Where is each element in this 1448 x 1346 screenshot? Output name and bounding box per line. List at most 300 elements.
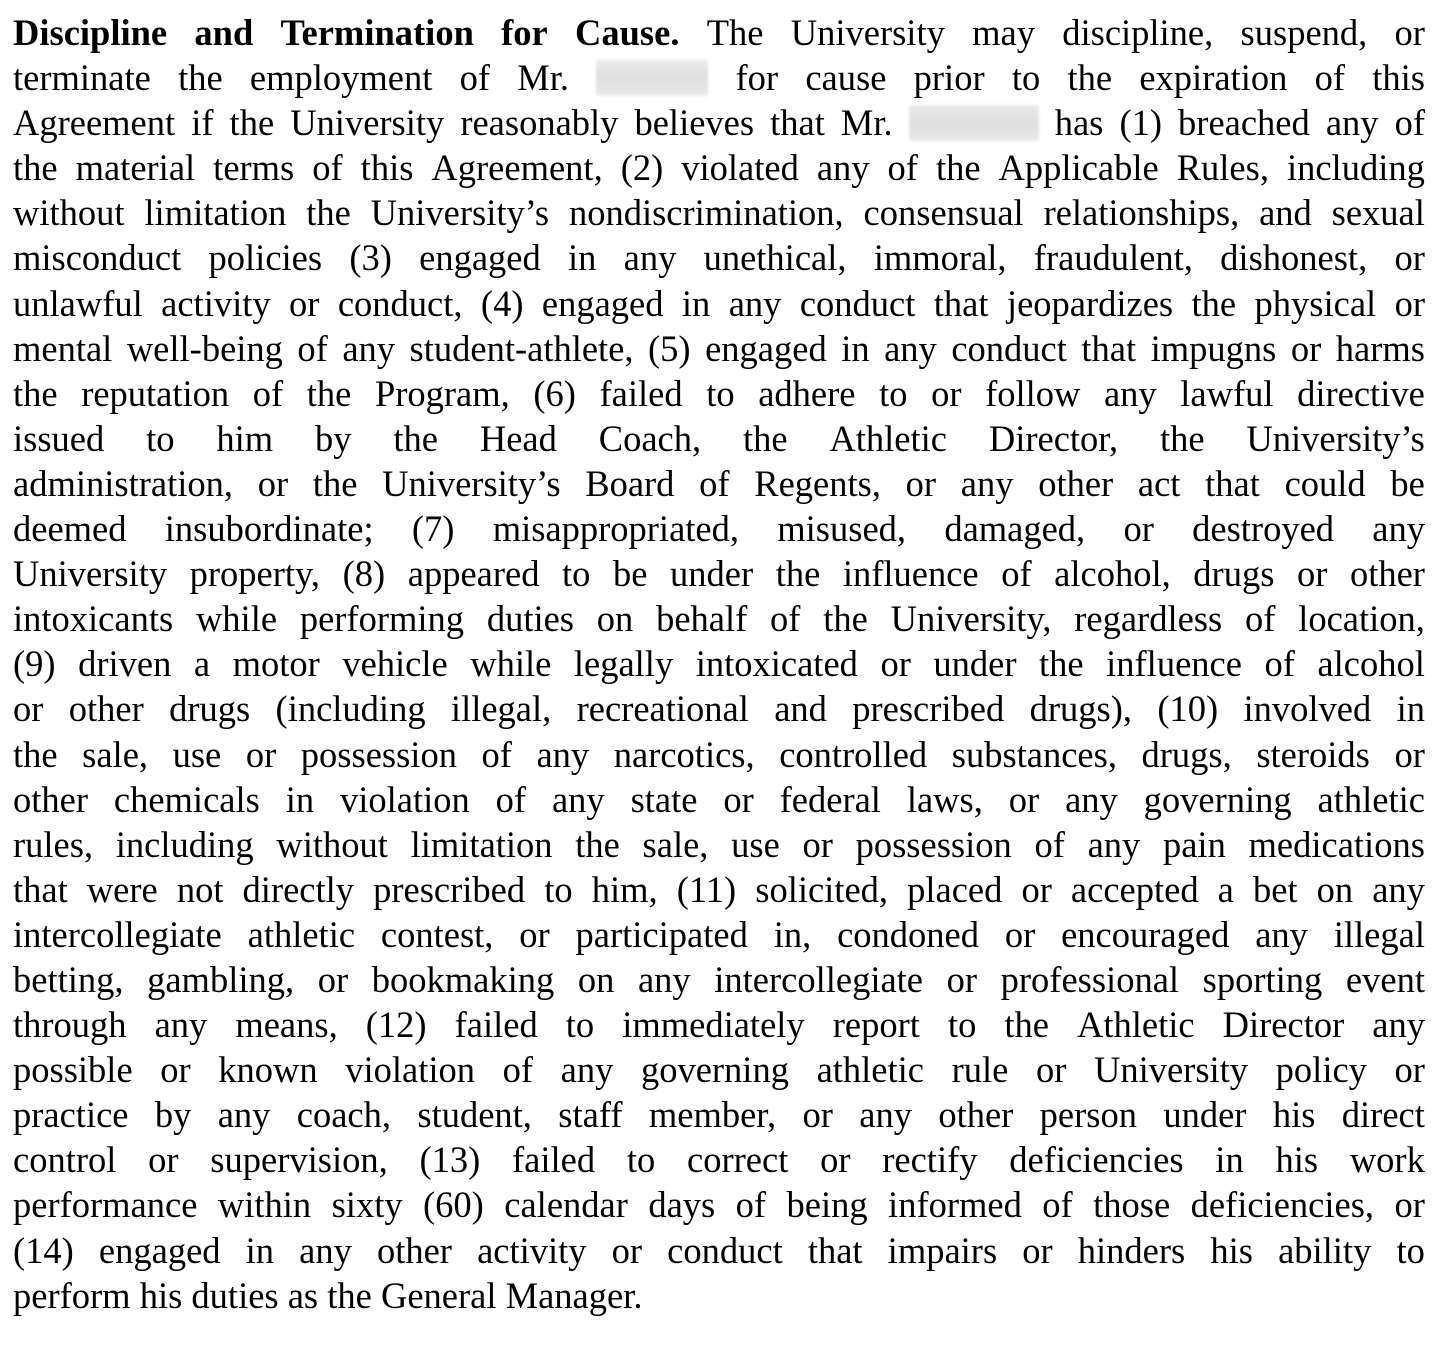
text-word: this bbox=[360, 147, 414, 189]
text-word: a bbox=[1217, 868, 1234, 910]
text-word: influence bbox=[1106, 643, 1242, 685]
text-word: (11) bbox=[676, 868, 737, 910]
text-word: of bbox=[459, 57, 491, 99]
text-word: or bbox=[289, 282, 320, 324]
text-word: fraudulent, bbox=[1033, 237, 1193, 279]
text-word: issued bbox=[13, 417, 105, 459]
text-word: could bbox=[1284, 462, 1366, 504]
text-word: to bbox=[706, 372, 735, 414]
text-word: in bbox=[1396, 688, 1425, 730]
text-word: any bbox=[217, 1094, 271, 1136]
text-word: (6) bbox=[533, 372, 576, 414]
text-word: or bbox=[1394, 1184, 1425, 1226]
text-word: the bbox=[823, 598, 868, 640]
section-heading-word: for bbox=[501, 12, 548, 53]
text-word: possession bbox=[300, 733, 457, 775]
text-word: the bbox=[312, 462, 358, 504]
text-word: Mr. bbox=[517, 57, 570, 99]
text-word: state bbox=[630, 778, 698, 820]
text-word: or bbox=[1296, 553, 1328, 595]
text-word: his bbox=[1210, 1229, 1253, 1271]
text-word: (1) bbox=[1119, 102, 1162, 144]
text-word: narcotics, bbox=[613, 733, 755, 775]
text-word: any bbox=[1325, 102, 1379, 144]
text-word: without bbox=[13, 192, 125, 234]
text-word: (5) bbox=[648, 327, 691, 369]
text-word: those bbox=[1093, 1184, 1171, 1226]
text-word: activity bbox=[477, 1229, 587, 1271]
text-word: hinders bbox=[1077, 1229, 1186, 1271]
text-word: means, bbox=[235, 1004, 338, 1046]
text-word: under bbox=[1163, 1094, 1247, 1136]
text-word: illegal, bbox=[450, 688, 552, 730]
text-word: administration, bbox=[13, 462, 233, 504]
text-word: mental bbox=[13, 327, 113, 369]
text-word: condoned bbox=[837, 913, 979, 955]
text-word: alcohol, bbox=[1054, 553, 1171, 595]
text-word: Applicable bbox=[998, 147, 1159, 189]
text-word: illegal bbox=[1333, 913, 1425, 955]
text-word: controlled bbox=[779, 733, 928, 775]
text-word: or bbox=[1008, 778, 1040, 820]
text-word: informed bbox=[888, 1184, 1022, 1226]
text-word: governing bbox=[1143, 778, 1292, 820]
text-word: the bbox=[13, 147, 58, 189]
text-word: deemed bbox=[13, 508, 127, 550]
text-word: other bbox=[938, 1094, 1014, 1136]
text-word: event bbox=[1345, 958, 1425, 1000]
text-word: Regents, bbox=[754, 462, 881, 504]
text-word: work bbox=[1349, 1139, 1425, 1181]
text-word: possible bbox=[13, 1049, 133, 1091]
text-word: drugs, bbox=[1141, 733, 1232, 775]
text-word: chemicals bbox=[113, 778, 260, 820]
text-word: by bbox=[315, 417, 352, 459]
text-word: calendar bbox=[504, 1184, 628, 1226]
text-word: while bbox=[195, 598, 278, 640]
text-word: (8) bbox=[342, 553, 386, 595]
text-word: laws, bbox=[906, 778, 983, 820]
text-word: misused, bbox=[777, 508, 907, 550]
text-word: the bbox=[1004, 1004, 1049, 1046]
text-word: believes bbox=[634, 102, 755, 144]
text-word: engaged bbox=[705, 327, 827, 369]
text-word: him bbox=[216, 417, 274, 459]
text-word: any bbox=[859, 1094, 912, 1136]
text-word: bookmaking bbox=[371, 958, 555, 1000]
document-page bbox=[13, 10, 1425, 1318]
text-word: suspend, bbox=[1240, 12, 1368, 53]
text-word: a bbox=[193, 643, 211, 685]
text-word: Manager. bbox=[505, 1274, 643, 1316]
text-word: dishonest, bbox=[1220, 237, 1368, 279]
text-word: consensual bbox=[863, 192, 1024, 234]
text-line bbox=[13, 235, 1425, 280]
text-word: of bbox=[252, 372, 284, 414]
text-word: University’s bbox=[1246, 417, 1425, 459]
text-word: violation bbox=[340, 778, 470, 820]
text-word: performance bbox=[13, 1184, 198, 1226]
text-word: to bbox=[879, 372, 908, 414]
text-word: intoxicated bbox=[695, 643, 858, 685]
text-word: (2) bbox=[620, 147, 664, 189]
text-word: well-being bbox=[126, 327, 283, 369]
text-word: prescribed bbox=[852, 688, 1005, 730]
text-word: violation bbox=[345, 1049, 476, 1091]
text-word: control bbox=[13, 1139, 117, 1181]
text-word: or bbox=[946, 958, 978, 1000]
text-word: or bbox=[1394, 1049, 1425, 1091]
text-word: The bbox=[706, 12, 764, 53]
text-word: governing bbox=[640, 1049, 789, 1091]
text-word: within bbox=[217, 1184, 312, 1226]
text-word: misappropriated, bbox=[492, 508, 739, 550]
text-word: that bbox=[1081, 327, 1137, 369]
text-line bbox=[13, 1137, 1425, 1182]
text-word: sporting bbox=[1202, 958, 1323, 1000]
text-word: appeared bbox=[407, 553, 540, 595]
text-word: and bbox=[1259, 192, 1312, 234]
text-line bbox=[13, 55, 1425, 100]
text-word: coach, bbox=[296, 1094, 392, 1136]
text-word: encouraged bbox=[1061, 913, 1230, 955]
text-word: any bbox=[1372, 1004, 1425, 1046]
text-word: betting, bbox=[13, 958, 124, 1000]
text-line bbox=[13, 1273, 1425, 1318]
text-word: or bbox=[1290, 327, 1322, 369]
text-word: or bbox=[148, 1139, 179, 1181]
text-word: misconduct bbox=[13, 237, 182, 279]
text-word: direct bbox=[1341, 1094, 1425, 1136]
text-word: behalf bbox=[656, 598, 748, 640]
text-word: or bbox=[802, 823, 833, 865]
text-word: or bbox=[1123, 508, 1154, 550]
text-word: unethical, bbox=[703, 237, 847, 279]
text-word: performing bbox=[299, 598, 465, 640]
text-word: report bbox=[832, 1004, 920, 1046]
text-word: perform bbox=[13, 1274, 131, 1316]
text-word: (including bbox=[275, 688, 426, 730]
text-word: any bbox=[299, 1229, 352, 1271]
text-word: possession bbox=[855, 823, 1012, 865]
text-word: or bbox=[802, 1094, 833, 1136]
text-word: of bbox=[297, 327, 328, 369]
text-word: has bbox=[1054, 102, 1104, 144]
text-word: to bbox=[1011, 57, 1041, 99]
text-word: to bbox=[1396, 1229, 1425, 1271]
text-word: regardless bbox=[1074, 598, 1223, 640]
text-word: physical bbox=[1254, 282, 1377, 324]
text-word: athletic bbox=[247, 913, 356, 955]
text-word: follow bbox=[985, 372, 1081, 414]
text-word: in bbox=[567, 237, 597, 279]
text-line bbox=[13, 506, 1425, 551]
text-word: solicited, bbox=[755, 868, 889, 910]
text-word: (4) bbox=[480, 282, 524, 324]
text-word: Athletic bbox=[829, 417, 947, 459]
text-word: University’s bbox=[382, 462, 561, 504]
text-word: or bbox=[1394, 12, 1425, 53]
text-word: federal bbox=[779, 778, 881, 820]
text-word: use bbox=[731, 823, 780, 865]
text-word: correct bbox=[687, 1139, 789, 1181]
text-word: the bbox=[13, 372, 58, 414]
text-word: nondiscrimination, bbox=[568, 192, 844, 234]
text-word: accepted bbox=[1070, 868, 1199, 910]
text-word: impugns bbox=[1150, 327, 1277, 369]
text-word: Agreement, bbox=[431, 147, 603, 189]
text-word: damaged, bbox=[944, 508, 1086, 550]
text-word: intercollegiate bbox=[714, 958, 924, 1000]
text-word: (13) bbox=[419, 1139, 481, 1181]
text-word: that bbox=[770, 102, 825, 144]
text-word: athletic bbox=[816, 1049, 924, 1091]
text-word: under bbox=[670, 553, 754, 595]
text-word: in bbox=[681, 282, 711, 324]
text-word: material bbox=[75, 147, 196, 189]
text-word: or bbox=[160, 1049, 191, 1091]
text-word: to bbox=[947, 1004, 977, 1046]
text-word: directly bbox=[242, 868, 355, 910]
text-line bbox=[13, 912, 1425, 957]
text-word: impairs bbox=[887, 1229, 998, 1271]
section-heading-word: Cause. bbox=[575, 12, 680, 53]
text-word: by bbox=[154, 1094, 192, 1136]
text-word: insubordinate; bbox=[164, 508, 374, 550]
text-word: the bbox=[575, 823, 620, 865]
text-word: of bbox=[1314, 57, 1345, 99]
text-word: or bbox=[1004, 913, 1036, 955]
text-word: any bbox=[1372, 508, 1425, 550]
text-line bbox=[13, 777, 1425, 822]
text-word: of bbox=[699, 462, 730, 504]
text-word: on bbox=[596, 598, 634, 640]
text-word: of bbox=[770, 598, 801, 640]
text-word: other bbox=[376, 1229, 452, 1271]
text-word: of bbox=[887, 147, 918, 189]
text-word: immediately bbox=[622, 1004, 805, 1046]
text-word: employment bbox=[249, 57, 433, 99]
text-word: or bbox=[1022, 1229, 1053, 1271]
text-word: student-athlete, bbox=[409, 327, 634, 369]
text-word: of bbox=[1042, 1184, 1073, 1226]
text-word: any bbox=[154, 1004, 208, 1046]
text-word: the bbox=[327, 1274, 372, 1316]
text-word: cause bbox=[805, 57, 887, 99]
text-word: without bbox=[276, 823, 388, 865]
text-word: pain bbox=[1162, 823, 1226, 865]
text-word: expiration bbox=[1139, 57, 1288, 99]
text-word: the bbox=[1191, 282, 1237, 324]
text-word: or bbox=[317, 958, 349, 1000]
text-line bbox=[13, 10, 1425, 55]
text-word: the bbox=[393, 417, 438, 459]
text-word: duties bbox=[191, 1274, 279, 1316]
text-word: limitation bbox=[144, 192, 287, 234]
text-word: any bbox=[1103, 372, 1157, 414]
text-word: rules, bbox=[13, 823, 94, 865]
text-word: directive bbox=[1297, 372, 1425, 414]
text-word: any bbox=[728, 282, 782, 324]
text-word: (14) bbox=[13, 1229, 74, 1271]
text-word: University bbox=[1093, 1049, 1249, 1091]
text-word: conduct bbox=[799, 282, 916, 324]
text-line bbox=[13, 1182, 1425, 1227]
text-word: or bbox=[723, 778, 754, 820]
text-word: drugs bbox=[1193, 553, 1275, 595]
text-word: engaged bbox=[419, 237, 541, 279]
text-word: as bbox=[287, 1274, 319, 1316]
text-word: or bbox=[13, 688, 44, 730]
text-word: may bbox=[972, 12, 1035, 53]
text-word: other bbox=[68, 688, 144, 730]
text-word: other bbox=[1349, 553, 1425, 595]
text-word: participated bbox=[575, 913, 748, 955]
text-word: while bbox=[470, 643, 552, 685]
text-word: Mr. bbox=[840, 102, 893, 144]
text-line bbox=[13, 551, 1425, 596]
text-word: or bbox=[905, 462, 937, 504]
text-word: in, bbox=[773, 913, 812, 955]
text-word: vehicle bbox=[342, 643, 448, 685]
text-word: under bbox=[933, 643, 1017, 685]
text-word: for bbox=[735, 57, 779, 99]
text-word: act bbox=[1137, 462, 1181, 504]
text-word: any bbox=[1372, 868, 1425, 910]
text-word: professional bbox=[1000, 958, 1180, 1000]
text-word: the bbox=[306, 192, 351, 234]
text-word: any bbox=[623, 237, 677, 279]
text-word: relationships, bbox=[1043, 192, 1240, 234]
text-word: the bbox=[775, 553, 821, 595]
text-word: any bbox=[637, 958, 691, 1000]
text-word: or bbox=[1394, 733, 1425, 775]
text-word: conduct, bbox=[337, 282, 463, 324]
text-line bbox=[13, 596, 1425, 641]
text-word: or bbox=[611, 1229, 643, 1271]
text-line bbox=[13, 1228, 1425, 1273]
text-word: or bbox=[820, 1139, 851, 1181]
text-word: any bbox=[1087, 823, 1141, 865]
text-word: of bbox=[1001, 553, 1032, 595]
text-line bbox=[13, 145, 1425, 190]
text-word: be bbox=[1390, 462, 1425, 504]
text-word: immoral, bbox=[873, 237, 1007, 279]
text-word: (9) bbox=[13, 643, 56, 685]
text-word: of bbox=[481, 733, 512, 775]
section-heading-word: Termination bbox=[280, 12, 474, 53]
text-word: including bbox=[1286, 147, 1425, 189]
text-word: or bbox=[931, 372, 962, 414]
text-word: steroids bbox=[1256, 733, 1370, 775]
text-word: sexual bbox=[1331, 192, 1425, 234]
text-word: the bbox=[229, 102, 275, 144]
text-word: other bbox=[1038, 462, 1114, 504]
text-word: adhere bbox=[758, 372, 856, 414]
text-word: or bbox=[1021, 868, 1052, 910]
text-word: property, bbox=[189, 553, 321, 595]
text-word: University bbox=[290, 102, 445, 144]
text-word: placed bbox=[907, 868, 1003, 910]
text-word: or bbox=[519, 913, 550, 955]
text-word: or bbox=[257, 462, 289, 504]
text-word: Head bbox=[479, 417, 557, 459]
text-word: engaged bbox=[541, 282, 664, 324]
text-line bbox=[13, 641, 1425, 686]
text-word: to bbox=[146, 417, 175, 459]
text-word: sale, bbox=[642, 823, 709, 865]
text-word: lawful bbox=[1180, 372, 1274, 414]
text-word: any bbox=[551, 778, 605, 820]
text-line bbox=[13, 1002, 1425, 1047]
text-word: (3) bbox=[349, 237, 392, 279]
text-word: the bbox=[13, 733, 58, 775]
text-word: Agreement bbox=[13, 102, 176, 144]
text-word: substances, bbox=[951, 733, 1117, 775]
text-word: days bbox=[648, 1184, 716, 1226]
text-word: University’s bbox=[370, 192, 550, 234]
section-heading-word: and bbox=[194, 12, 254, 53]
text-word: (60) bbox=[423, 1184, 484, 1226]
text-word: engaged bbox=[98, 1229, 221, 1271]
text-word: of bbox=[312, 147, 343, 189]
text-word: (7) bbox=[411, 508, 455, 550]
text-word: to bbox=[565, 1004, 595, 1046]
redacted-name bbox=[909, 105, 1039, 141]
text-word: being bbox=[786, 1184, 868, 1226]
text-word: staff bbox=[558, 1094, 623, 1136]
text-word: or bbox=[880, 643, 911, 685]
text-line bbox=[13, 822, 1425, 867]
text-word: University bbox=[13, 553, 168, 595]
text-word: alcohol bbox=[1317, 643, 1425, 685]
text-word: ability bbox=[1278, 1229, 1372, 1271]
text-word: Coach, bbox=[598, 417, 702, 459]
text-line bbox=[13, 326, 1425, 371]
text-word: Athletic bbox=[1077, 1004, 1195, 1046]
text-word: policy bbox=[1275, 1049, 1367, 1091]
text-word: rectify bbox=[882, 1139, 978, 1181]
text-word: gambling, bbox=[147, 958, 295, 1000]
text-word: of bbox=[1264, 643, 1295, 685]
text-line bbox=[13, 371, 1425, 416]
text-line bbox=[13, 1047, 1425, 1092]
text-word: or bbox=[1394, 282, 1425, 324]
contract-clause-paragraph bbox=[13, 10, 1425, 1318]
text-word: (12) bbox=[365, 1004, 427, 1046]
text-line bbox=[13, 732, 1425, 777]
text-line bbox=[13, 1092, 1425, 1137]
text-word: medications bbox=[1248, 823, 1425, 865]
text-word: any bbox=[816, 147, 870, 189]
text-word: in bbox=[1215, 1139, 1244, 1181]
text-word: in bbox=[245, 1229, 275, 1271]
text-word: to bbox=[626, 1139, 656, 1181]
text-word: activity bbox=[161, 282, 271, 324]
text-word: the bbox=[1159, 417, 1205, 459]
text-word: including bbox=[115, 823, 254, 865]
text-word: bet bbox=[1252, 868, 1298, 910]
text-word: failed bbox=[454, 1004, 538, 1046]
text-word: on bbox=[1316, 868, 1354, 910]
text-word: member, bbox=[648, 1094, 777, 1136]
text-word: in bbox=[841, 327, 870, 369]
text-word: drugs), bbox=[1029, 688, 1132, 730]
text-word: athletic bbox=[1317, 778, 1425, 820]
text-word: student, bbox=[417, 1094, 532, 1136]
text-word: of bbox=[495, 778, 527, 820]
text-word: the bbox=[1039, 643, 1084, 685]
